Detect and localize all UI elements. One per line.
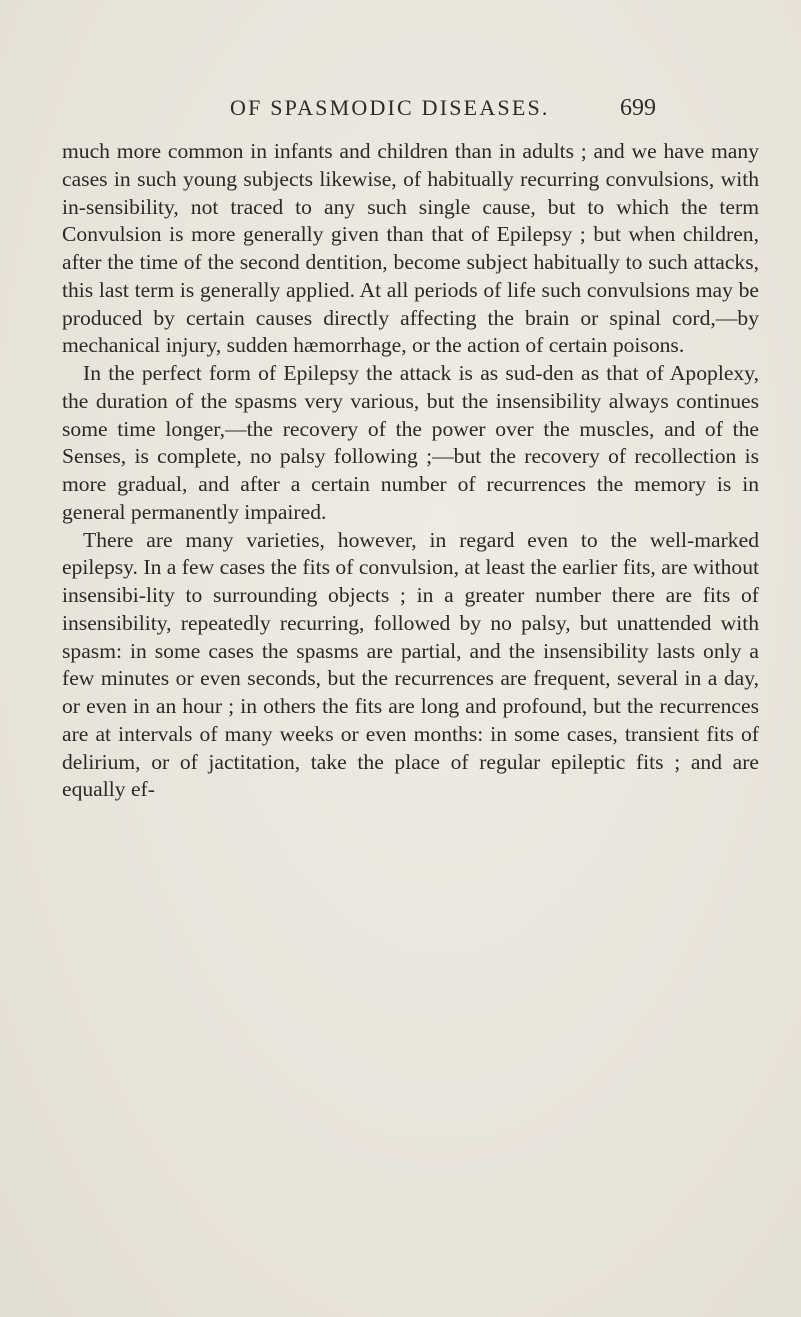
page-header xyxy=(0,88,801,128)
body-text xyxy=(62,138,759,804)
paragraph-1: much more common in infants and children than in adults ; and we have many cases in such young subjects likewise, of habitually recurring convulsions, with in-sensibility, not traced to any such single cause, but to which the term Convulsion is more generally given than that of Epilepsy ; but when children, after the time of the second dentition, become subject habitually to such attacks, this last term is generally applied. At all periods of life such convulsions may be produced by certain causes directly affecting the brain or spinal cord,—by mechanical injury, sudden hæmorrhage, or the action of certain poisons. xyxy=(62,139,759,358)
running-title: OF SPASMODIC DISEASES. xyxy=(230,95,550,120)
page-number: 699 xyxy=(620,95,656,121)
paragraph-2: In the perfect form of Epilepsy the attack is as sud-den as that of Apoplexy, the duration of the spasms very various, but the insensibility always continues some time longer,—the recovery of the power over the muscles, and of the Senses, is complete, no palsy following ;—but the recovery of recollection is more gradual, and after a certain number of recurrences the memory is in general permanently impaired. xyxy=(62,361,759,524)
paragraph-3: There are many varieties, however, in regard even to the well-marked epilepsy. In a few cases the fits of convulsion, at least the earlier fits, are without insensibi-lity to surrounding objects ; in a greater number there are fits of insensibility, repeatedly recurring, followed by no palsy, but unattended with spasm: in some cases the spasms are partial, and the insensibility lasts only a few minutes or even seconds, but the recurrences are frequent, several in a day, or even in an hour ; in others the fits are long and profound, but the recurrences are at intervals of many weeks or even months: in some cases, transient fits of delirium, or of jactitation, take the place of regular epileptic fits ; and are equally ef- xyxy=(62,527,759,802)
